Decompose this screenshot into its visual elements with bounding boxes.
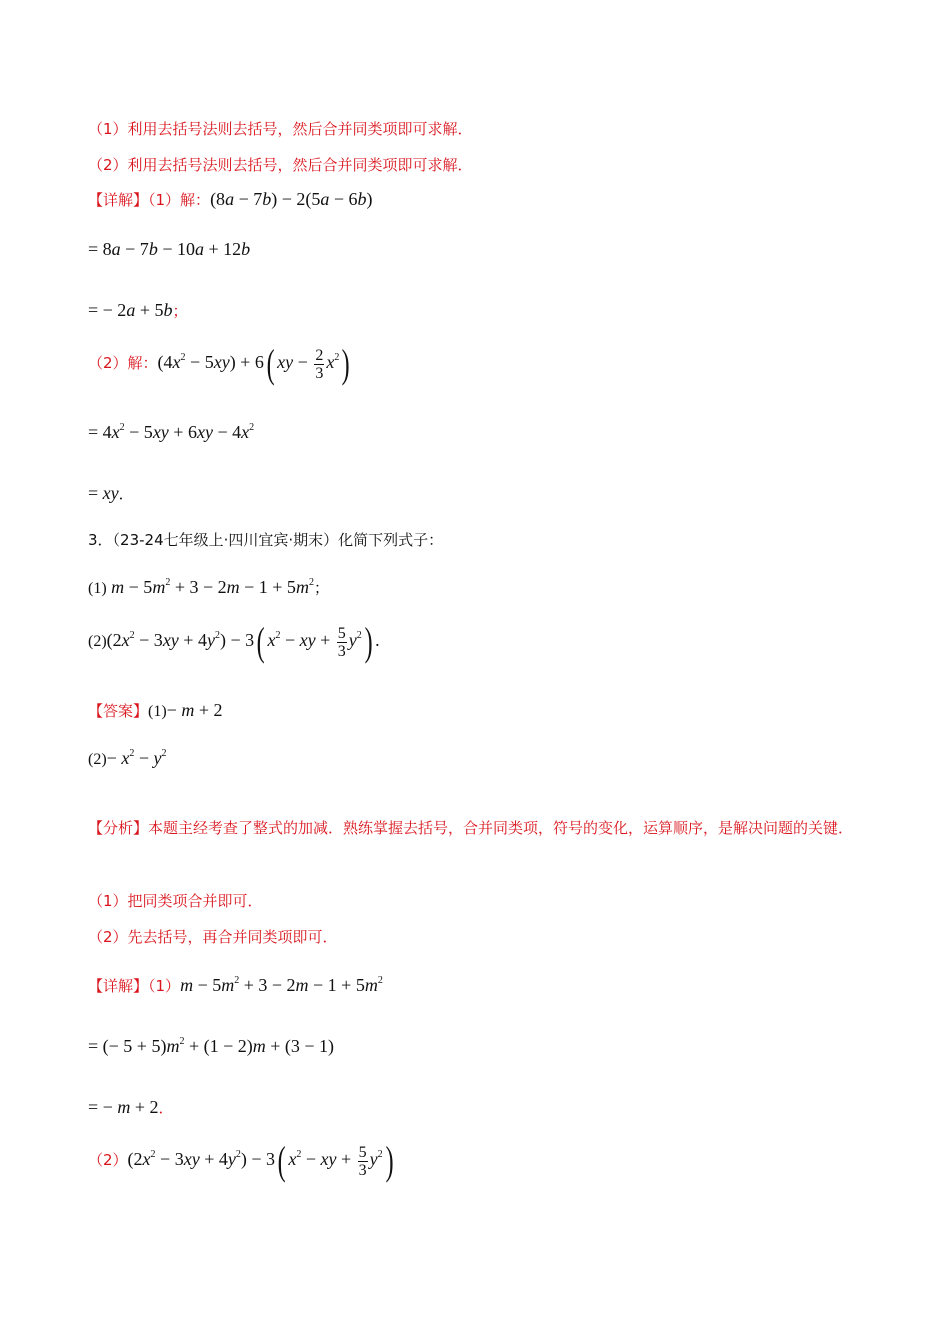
detail-prev-part1-line [88,188,373,211]
detail-step-2 [88,1096,173,1119]
math-expression: = xy [88,483,119,503]
answer-line-2 [88,747,166,771]
fraction: $\frac{5}{3}$ [358,1143,367,1179]
problem-3-q2 [88,619,380,664]
analysis-prev-item-1: （1）利用去括号法则去括号，然后合并同类项即可求解． [88,120,473,138]
fraction: $\frac{5}{3}$ [337,624,346,660]
detail-prev-part2-prefix: （2）解： [88,354,158,373]
problem-source: （23-24七年级上·四川宜宾·期末）化简下列式子： [112,531,444,549]
analysis-paragraph [88,809,863,847]
math-expression: $m - 5m^2 + 3 - 2m - 1 + 5m^2$ [111,577,314,597]
detail-step-1: = (− $5 + 5)m^2 + (1 - 2)m + (3 - 1)$ [88,1036,335,1056]
math-expression: $(2x^2 - 3xy + 4y^2) - 3$( $x^2$ − xy + $\frac{5}{3}$ $y^2$) [106,619,373,664]
analysis-prev-item-2: （2）利用去括号法则去括号，然后合并同类项即可求解． [88,156,473,174]
punctuation: . [375,630,380,651]
punctuation: ； [313,579,329,597]
detail-prev-part1-prefix: （1）解： [148,191,211,209]
detail-part2-prefix: （2） [88,1151,128,1170]
detail-tag: 【详解】 [88,977,149,995]
a1-label: (1) [148,703,167,720]
math-expression: $(4x^2 - 5xy) + 6$( xy − $\frac{2}{3}$ $x^2$) [157,341,350,386]
math-expression: − m + 2 [166,700,223,720]
analysis-tag: 【分析】 [88,819,149,837]
math-expression: $(2x^2 - 3xy + 4y^2) - 3$( $x^2$ − xy + $\frac{5}{3}$ $y^2$) [127,1138,394,1183]
problem-3-q1 [88,576,329,600]
math-expression: = − 2a + 5b [88,300,173,320]
detail-prev-step-3: = $4x^2 - 5xy + 6xy - 4x^2$ [88,422,255,442]
punctuation: ． [158,1099,174,1117]
detail-part1-prefix: （1） [148,977,181,995]
math-expression: (8a − 7b) − 2(5a − 6b) [210,189,373,209]
detail-part2-line [88,1138,396,1183]
answer-line-1 [88,699,222,723]
analysis-item-1: （1）把同类项合并即可． [88,892,263,910]
detail-prev-step-4 [88,482,134,505]
a2-label: (2) [88,751,107,768]
fraction: $\frac{2}{3}$ [315,346,324,382]
detail-prev-step-2 [88,299,187,322]
problem-number: 3． [88,531,113,549]
math-expression: − $x^2 - y^2$ [106,748,167,768]
analysis-text: 本题主经考查了整式的加减．熟练掌握去括号，合并同类项，符号的变化，运算顺序，是解决问题的关键． [148,819,854,837]
analysis-item-2: （2）先去括号，再合并同类项即可． [88,928,338,946]
punctuation: ； [172,302,188,320]
detail-prev-tag: 【详解】 [88,191,149,209]
punctuation: ． [118,485,134,503]
q1-label: (1) [88,580,107,597]
q2-label: (2) [88,633,107,651]
math-expression: $m - 5m^2 + 3 - 2m - 1 + 5m^2$ [180,975,383,995]
detail-prev-step-1: = 8a − 7b − 10a + 12b [88,239,251,259]
detail-part1-line [88,974,383,997]
problem-3-header [88,529,443,551]
math-expression: = − m + 2 [88,1097,159,1117]
detail-prev-part2-line [88,341,353,386]
answer-tag: 【答案】 [88,702,149,720]
